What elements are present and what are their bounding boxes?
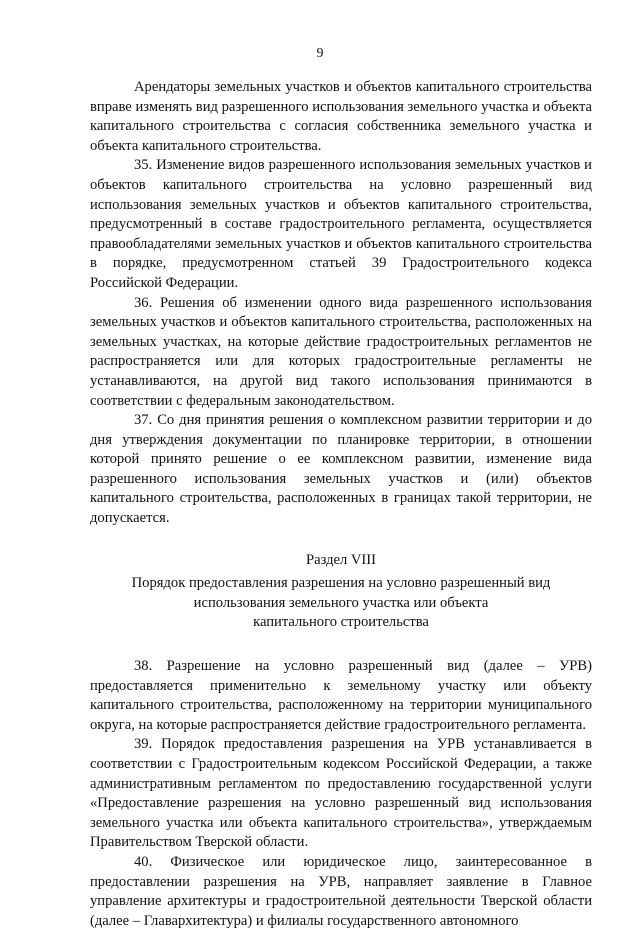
section-title-line-1: Порядок предоставления разрешения на условно разрешенный вид [131, 575, 551, 592]
section-heading [90, 551, 592, 633]
paragraph-38: 38. Разрешение на условно разрешенный вид (далее – УРВ) предоставляется применительно к земельному участку или объекту капитального строительства, расположенному на территории муниципального округа, на которые распространяется действие градостроительного регламента. [90, 658, 592, 733]
paragraph-35: 35. Изменение видов разрешенного использования земельных участков и объектов капитального строительства на условно разрешенный вид использования земельных участков и объектов капитального строительства, предусмотренный в составе градостроительного регламента, осуществляется правообладателями земельных участков и объектов капитального строительства в порядке, предусмотренном статьей 39 Градостроительного кодекса Российской Федерации. [90, 157, 592, 291]
paragraph-40: 40. Физическое или юридическое лицо, заинтересованное в предоставлении разрешения на УРВ, направляет заявление в Главное управление архитектуры и градостроительной деятельности Тверской области (далее – Главархитектура) и филиалы государственного автономного [90, 853, 592, 929]
paragraph-39: 39. Порядок предоставления разрешения на УРВ устанавливается в соответствии с Градостроительным кодексом Российской Федерации, а также административным регламентом по предоставлению государственной услуги «Предоставление разрешения на условно разрешенный вид использования земельного участка или объекта капитального строительства», утверждаемым Правительством Тверской области. [90, 736, 592, 851]
document-body [90, 78, 592, 931]
section-title-line-2: использования земельного участка или объекта [193, 594, 489, 611]
paragraph-36: 36. Решения об изменении одного вида разрешенного использования земельных участков и объектов капитального строительства, расположенных на земельных участках, на которые действие градостроительных регламентов не распространяется или для которых градостроительные регламенты не устанавливаются, на другой вид такого использования принимаются в соответствии с федеральным законодательством. [90, 294, 592, 409]
section-label: Раздел VIII [305, 551, 377, 568]
paragraph-37: 37. Со дня принятия решения о комплексном развитии территории и до дня утверждения документации по планировке территории, в отношении которой принято решение о ее комплексном развитии, изменение вида разрешенного использования земельных участков и (или) объектов капитального строительства, расположенных в границах такой территории, не допускается. [90, 412, 592, 527]
paragraph-tenants: Арендаторы земельных участков и объектов капитального строительства вправе изменять вид разрешенного использования земельного участка и объекта капитального строительства с согласия собственника земельного участка и объекта капитального строительства. [90, 79, 592, 154]
section-title-line-3: капитального строительства [253, 614, 429, 631]
page-number: 9 [316, 46, 324, 61]
